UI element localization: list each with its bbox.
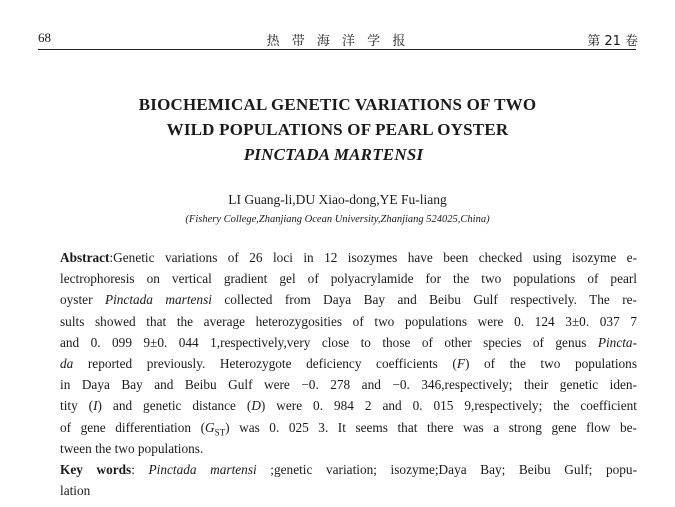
- abstract-line: and 0. 099 9±0. 044 1,respectively,very close to those of other species of genus Pincta-: [60, 334, 637, 350]
- volume-label: 第 21 卷: [587, 34, 638, 49]
- title-line-2: WILD POPULATIONS OF PEARL OYSTER: [166, 120, 509, 139]
- keywords-line: Key words: Pinctada martensi ;genetic variation; isozyme;Daya Bay; Beibu Gulf; popu-: [60, 461, 637, 477]
- abstract-line: tity (I) and genetic distance (D) were 0. 984 2 and 0. 015 9,respectively; the coefficient: [60, 398, 637, 414]
- page-number: 68: [38, 30, 51, 45]
- authors: LI Guang-li,DU Xiao-dong,YE Fu-liang: [228, 192, 447, 207]
- abstract-line: lectrophoresis on vertical gradient gel of polyacrylamide for the two populations of pearl: [60, 271, 637, 287]
- abstract-line: Abstract:Genetic variations of 26 loci in 12 isozymes have been checked using isozyme e-: [60, 250, 637, 265]
- keywords-label: Key words: [60, 461, 132, 477]
- abstract-line: of gene differentiation $(G_{ST})$ was 0. 025 3. It seems that there was a strong gene flow be-: [60, 419, 637, 438]
- paper-title: [0, 92, 675, 167]
- title-line-3: PINCTADA MARTENSI: [243, 145, 424, 164]
- title-line-1: BIOCHEMICAL GENETIC VARIATIONS OF TWO: [138, 95, 537, 114]
- abstract-line: in Daya Bay and Beibu Gulf were −0. 278 and −0. 346,respectively; their genetic iden-: [60, 377, 637, 393]
- abstract-line: tween the two populations.: [60, 440, 204, 456]
- abstract-label: Abstract: [60, 250, 110, 265]
- abstract-line: oyster Pinctada martensi collected from Daya Bay and Beibu Gulf respectively. The re-: [60, 292, 637, 308]
- abstract-block: [60, 247, 637, 501]
- abstract-line: sults showed that the average heterozygosities of two populations were 0. 124 3±0. 037 7: [60, 313, 637, 329]
- abstract-line: da reported previously. Heterozygote deficiency coefficients (F) of the two populations: [60, 355, 637, 371]
- keywords-line: lation: [60, 483, 91, 499]
- journal-name: 热 带 海 洋 学 报: [266, 34, 410, 49]
- affiliation: (Fishery College,Zhanjiang Ocean University,Zhanjiang 524025,China): [185, 214, 490, 225]
- header-rule: [38, 49, 636, 50]
- running-header: [38, 28, 638, 50]
